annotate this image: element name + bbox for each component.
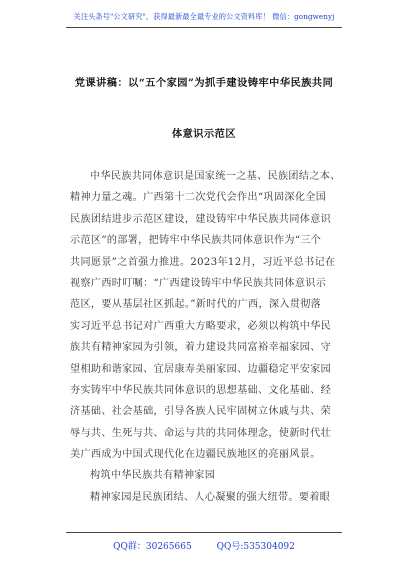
body-line: 实习近平总书记对广西重大方略要求，必须以构筑中华民 xyxy=(70,320,332,332)
body-line: 民族团结进步示范区建设，建设铸牢中华民族共同体意识 xyxy=(70,213,332,225)
body-line: 精神家园是民族团结、人心凝聚的强大纽带。要着眼 xyxy=(90,491,331,503)
body-line: 族共有精神家园为引领，着力建设共同富裕幸福家园、守 xyxy=(70,342,332,354)
body-line: 共同愿景”之首强力推进。2023年12月，习近平总书记在 xyxy=(70,256,336,268)
body-line: 夯实铸牢中华民族共同体意识的思想基础、文化基础、经 xyxy=(70,384,332,396)
footer-qq-group: QQ群：30265665 xyxy=(113,542,192,552)
body-line: 辱与共、生死与共、命运与共的共同体理念，使新时代壮 xyxy=(70,427,332,439)
header-note: 关注头条号"公文研究"，获得最新最全最专业的公文资料库！ 微信：gongwenyj xyxy=(73,12,335,21)
body-line: 济基础、社会基础，引导各族人民牢固树立休戚与共、荣 xyxy=(70,406,332,418)
header-divider xyxy=(66,27,342,28)
footer-divider xyxy=(66,532,342,533)
body-text xyxy=(70,166,340,508)
body-line: 示范区”的部署，把铸牢中华民族共同体意识作为“三个 xyxy=(70,235,322,247)
document-title-line-2: 体意识示范区 xyxy=(171,128,237,140)
body-line: 范区，要从基层社区抓起。”新时代的广西，深入贯彻落 xyxy=(70,299,322,311)
body-line: 视察广西时叮嘱：“广西建设铸牢中华民族共同体意识示 xyxy=(70,277,327,289)
document-title-line-1: 党课讲稿：以“五个家园”为抓手建设铸牢中华民族共同 xyxy=(74,77,334,89)
body-line: 中华民族共同体意识是国家统一之基、民族团结之本、 xyxy=(90,171,341,182)
footer xyxy=(0,539,408,552)
body-line: 精神力量之魂。广西第十二次党代会作出“巩固深化全国 xyxy=(70,192,327,204)
body-line: 美广西成为中国式现代化在边疆民族地区的亮丽风景。 xyxy=(70,449,321,461)
body-line: 望相助和谐家园、宜居康寿美丽家园、边疆稳定平安家园 xyxy=(70,363,332,375)
body-line: 构筑中华民族共有精神家园 xyxy=(90,470,216,482)
footer-qq-number: QQ号:535304092 xyxy=(216,542,295,552)
